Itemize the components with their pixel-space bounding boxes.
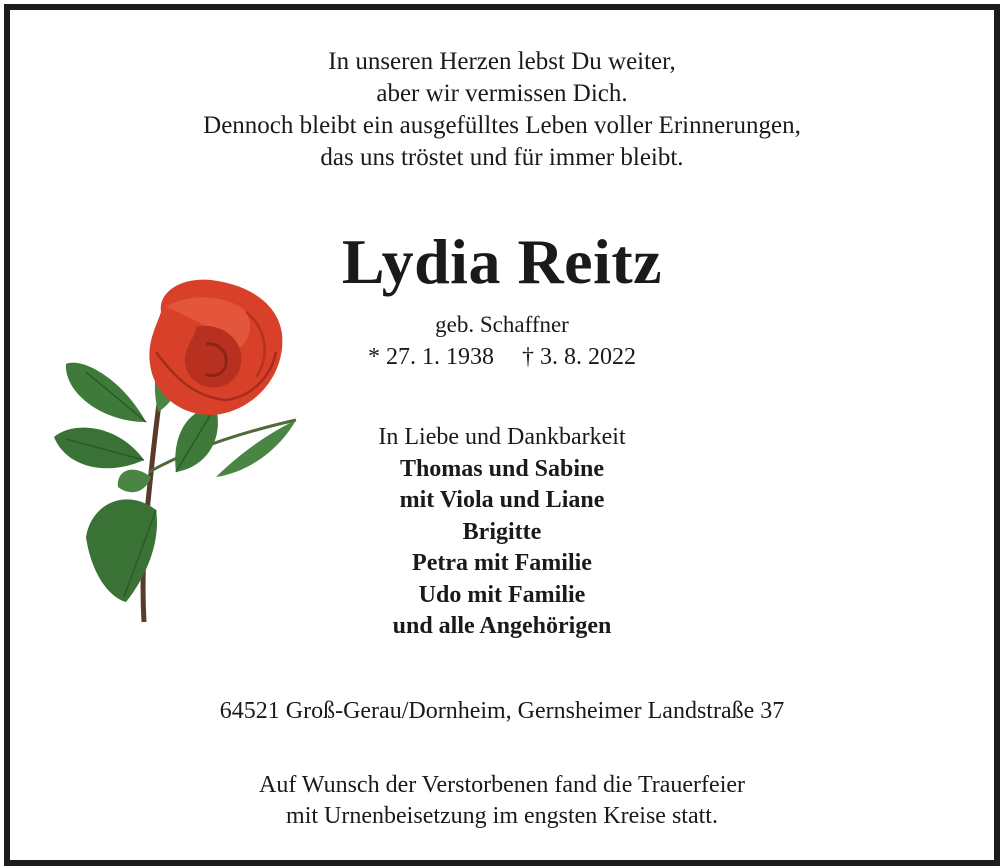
obituary-frame (4, 4, 1000, 866)
address: 64521 Groß-Gerau/Dornheim, Gernsheimer Landstraße 37 (219, 698, 785, 724)
mourner-6: und alle Angehörigen (392, 613, 612, 639)
mourners (10, 422, 994, 643)
mourner-2: mit Viola und Liane (399, 487, 605, 513)
birth-date: * 27. 1. 1938 (368, 344, 494, 370)
poem-line-3: Dennoch bleibt ein ausgefülltes Leben voller Erinnerungen, (203, 112, 801, 139)
funeral-note (10, 770, 994, 832)
death-date: † 3. 8. 2022 (522, 344, 636, 370)
funeral-note-line-1: Auf Wunsch der Verstorbenen fand die Trauerfeier (259, 772, 745, 798)
mourner-3: Brigitte (462, 518, 542, 545)
poem (10, 46, 994, 174)
poem-line-1: In unseren Herzen lebst Du weiter, (328, 48, 676, 75)
deceased-name: Lydia Reitz (341, 226, 663, 297)
funeral-note-line-2: mit Urnenbeisetzung im engsten Kreise statt. (286, 803, 718, 829)
poem-line-2: aber wir vermissen Dich. (376, 80, 628, 107)
mourner-5: Udo mit Familie (418, 581, 586, 608)
poem-line-4: das uns tröstet und für immer bleibt. (320, 144, 684, 171)
born-name: geb. Schaffner (435, 312, 569, 337)
mourner-1: Thomas und Sabine (399, 455, 605, 482)
mourner-4: Petra mit Familie (412, 550, 592, 576)
mourners-intro: In Liebe und Dankbarkeit (378, 424, 626, 450)
